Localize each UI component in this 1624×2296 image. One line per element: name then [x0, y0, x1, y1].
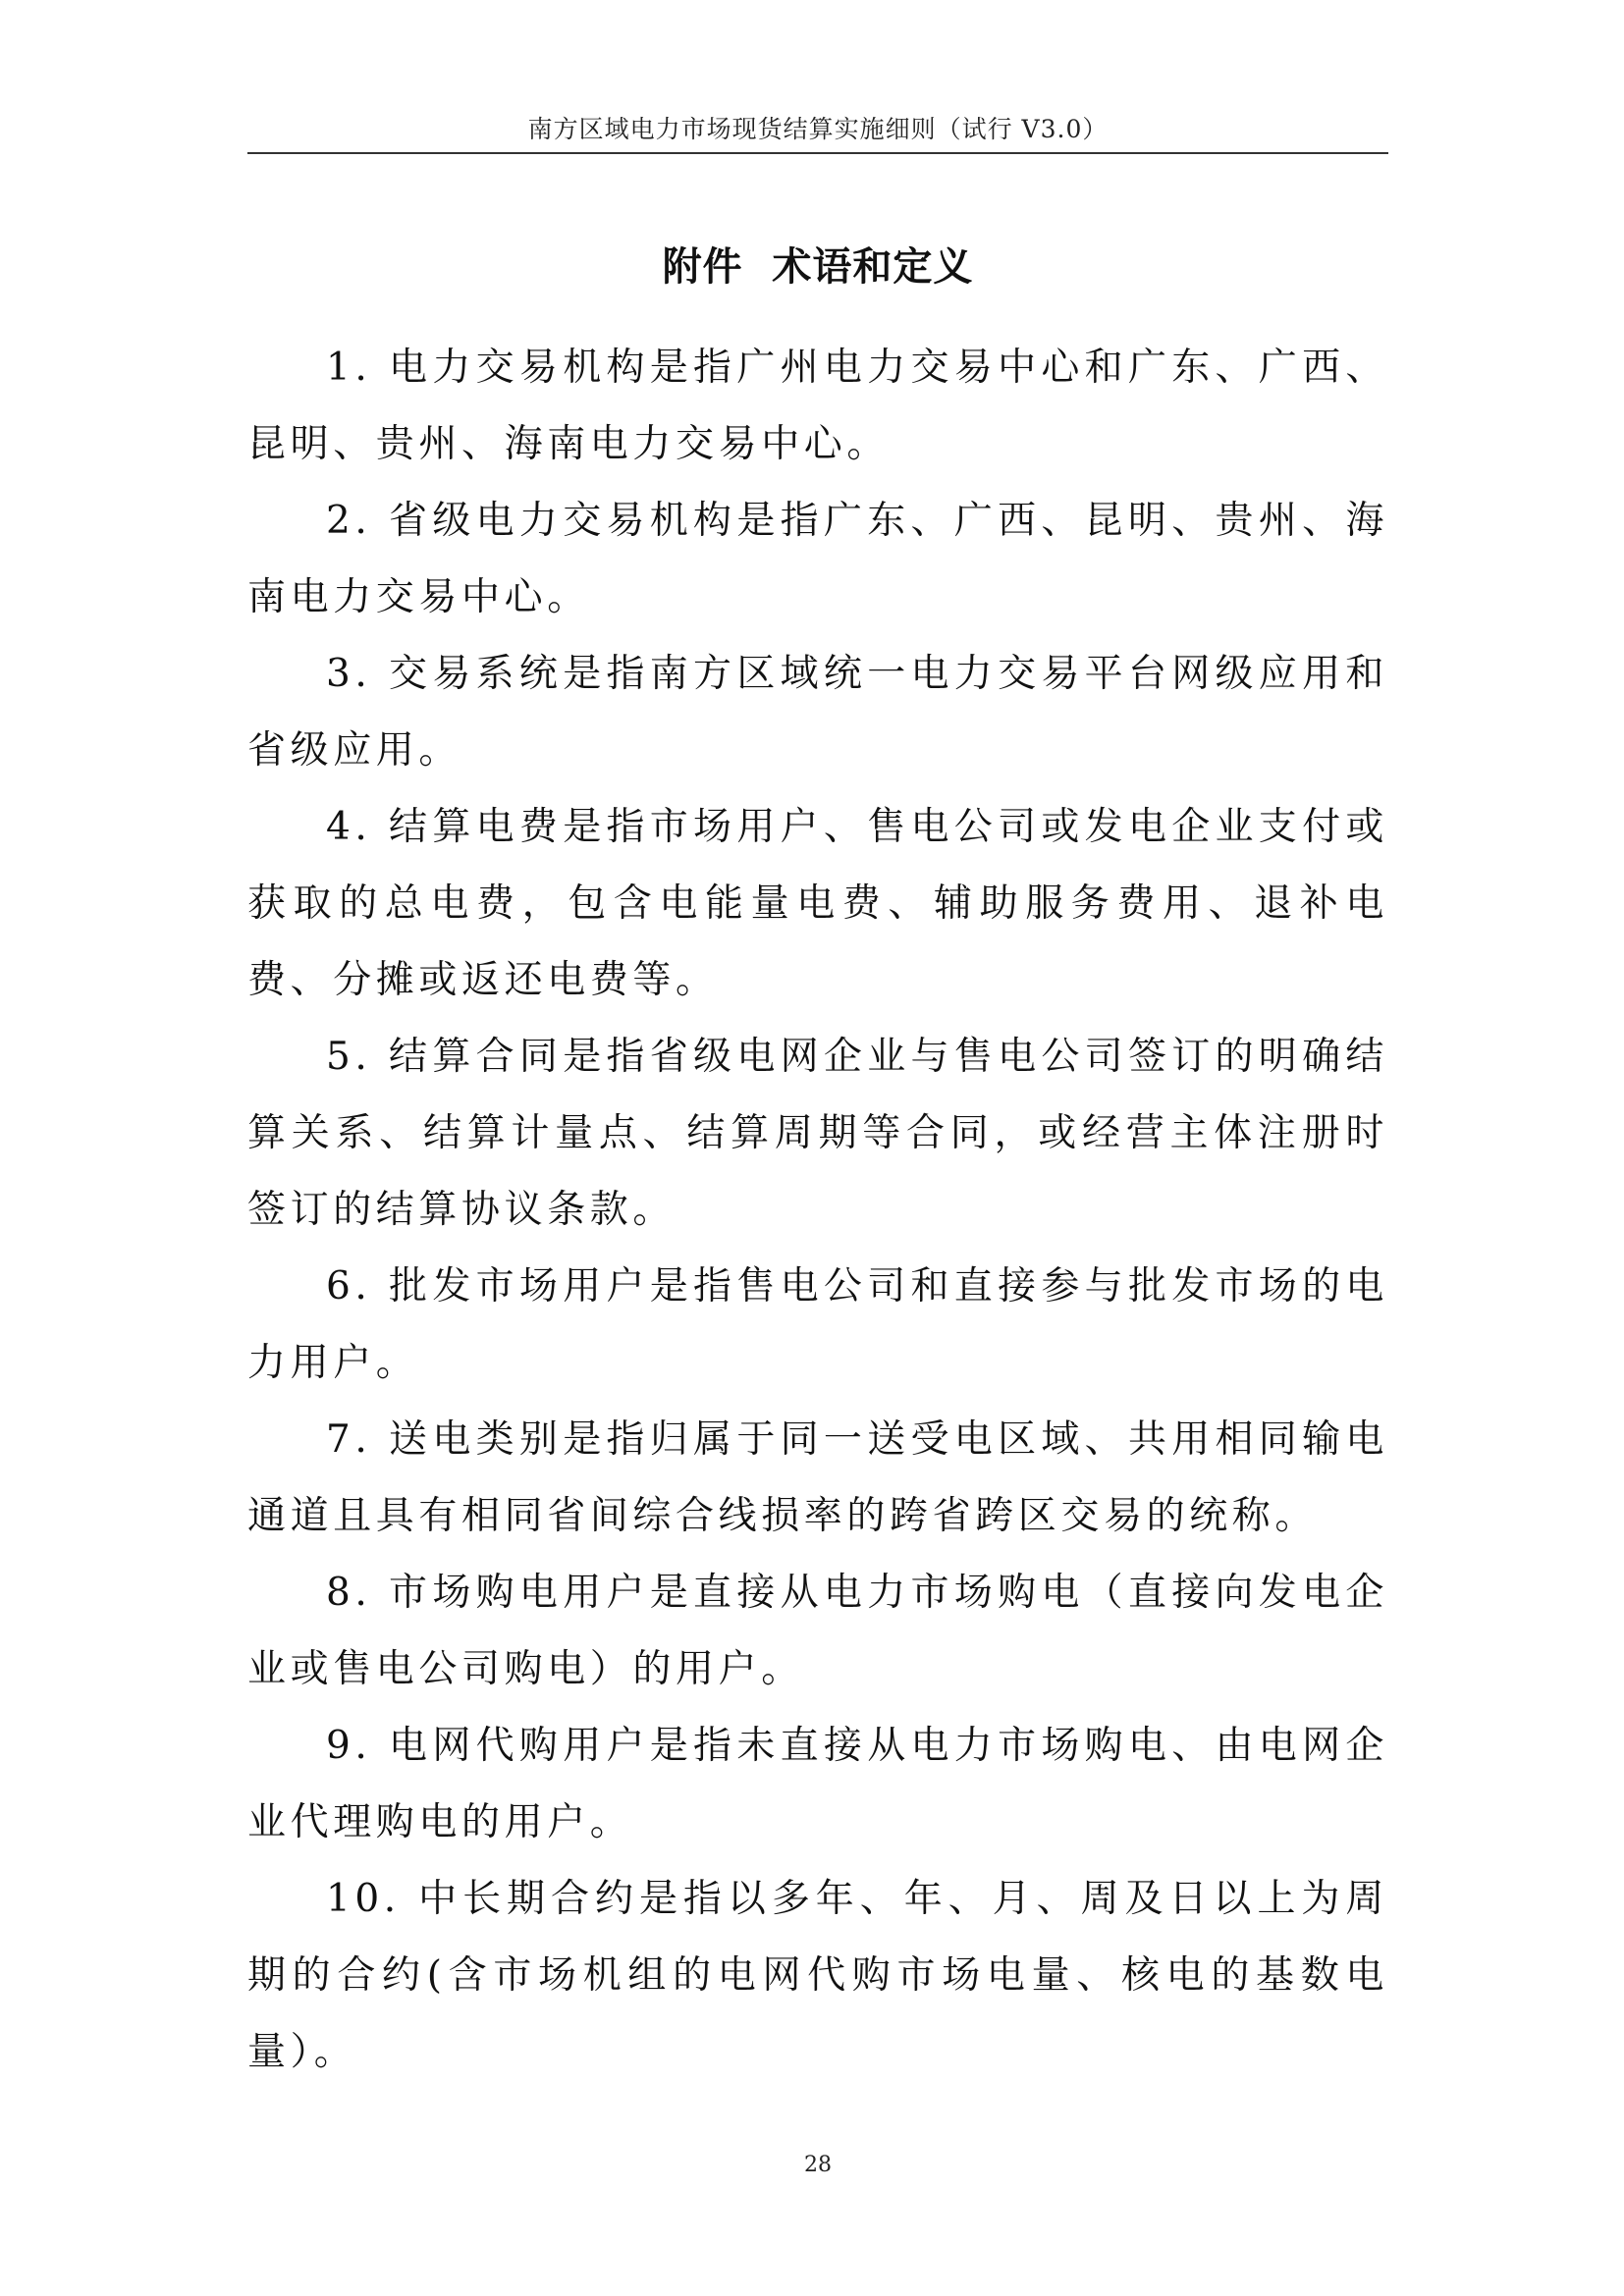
running-header: 南方区域电力市场现货结算实施细则（试行 V3.0）: [527, 115, 1109, 143]
definition-item: 9. 电网代购用户是指未直接从电力市场购电、由电网企业代理购电的用户。: [247, 1724, 1388, 1844]
header-divider: [247, 152, 1388, 154]
definition-item: 8. 市场购电用户是直接从电力市场购电（直接向发电企业或售电公司购电）的用户。: [247, 1571, 1388, 1691]
definitions-list: [247, 330, 1388, 2091]
definition-item: 3. 交易系统是指南方区域统一电力交易平台网级应用和省级应用。: [247, 652, 1388, 773]
definition-item: 2. 省级电力交易机构是指广东、广西、昆明、贵州、海南电力交易中心。: [247, 499, 1388, 619]
definition-item: 7. 送电类别是指归属于同一送受电区域、共用相同输电通道且具有相同省间综合线损率的跨省跨区交易的统称。: [247, 1417, 1388, 1538]
definition-item: 1. 电力交易机构是指广州电力交易中心和广东、广西、昆明、贵州、海南电力交易中心。: [247, 346, 1388, 466]
page-title: 附件 术语和定义: [662, 244, 974, 290]
definition-item: 6. 批发市场用户是指售电公司和直接参与批发市场的电力用户。: [247, 1264, 1388, 1385]
definition-item: 4. 结算电费是指市场用户、售电公司或发电企业支付或获取的总电费，包含电能量电费、辅助服务费用、退补电费、分摊或返还电费等。: [247, 805, 1388, 1002]
page-number: 28: [804, 2153, 832, 2177]
definition-item: 5. 结算合同是指省级电网企业与售电公司签订的明确结算关系、结算计量点、结算周期等合同，或经营主体注册时签订的结算协议条款。: [247, 1035, 1388, 1232]
definition-item: 10. 中长期合约是指以多年、年、月、周及日以上为周期的合约(含市场机组的电网代购市场电量、核电的基数电量）。: [247, 1877, 1388, 2074]
